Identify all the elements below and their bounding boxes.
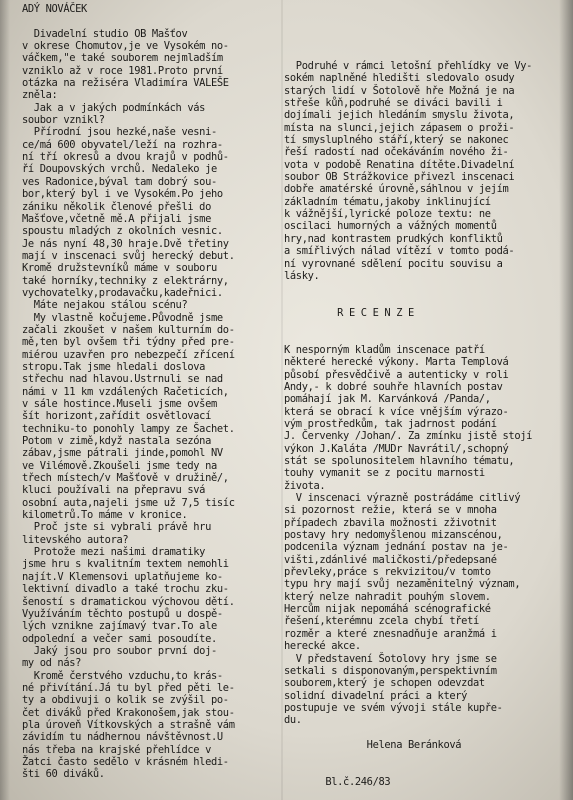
text-line: čet diváků před Krakonošem,jak stou- bbox=[22, 706, 235, 719]
text-line: převleky,práce s rekvizitou/v tomto bbox=[284, 566, 491, 579]
text-line bbox=[284, 295, 570, 307]
right-column-text bbox=[284, 60, 570, 788]
text-line: ve Vilémově.Zkoušeli jsme tedy na bbox=[22, 459, 217, 472]
text-line: také horníky,techniky z elektrárny, bbox=[22, 274, 229, 287]
text-line: ní tří okresů a dvou krajů v podhů- bbox=[22, 151, 229, 164]
text-line: vychovatelky,prodavačku,kadeřnici. bbox=[22, 286, 223, 299]
text-line: zábav,jsme pátrali jinde,pomohl NV bbox=[22, 447, 223, 460]
text-line: námi v 11 km vzdálených Račeticích, bbox=[22, 385, 229, 398]
text-line: techniku-to ponohly lampy ze Šachet. bbox=[22, 422, 235, 435]
text-line: Proč jste si vybrali právě hru bbox=[22, 521, 211, 534]
text-line: touhy vymanit se z pocitu marnosti bbox=[284, 467, 485, 480]
text-line: střeše kůň,podruhé se diváci bavili i bbox=[284, 97, 503, 110]
text-line: střechu nad hlavou.Ustrnuli se nad bbox=[22, 373, 223, 386]
text-line: ADÝ NOVÁČEK bbox=[22, 3, 87, 15]
text-line: solidní divadelní práci a který bbox=[284, 689, 468, 702]
text-line: souborem,který je schopen odevzdat bbox=[284, 677, 485, 690]
text-line: kluci používali na přepravu svá bbox=[22, 484, 206, 497]
text-line: Přírodní jsou hezké,naše vesni- bbox=[22, 126, 217, 139]
text-line: J. Červenky /Johan/. Za zmínku jistě stojí bbox=[284, 430, 533, 443]
text-line: Helena Beránková bbox=[284, 738, 462, 751]
text-line: začali zkoušet v našem kulturním do- bbox=[22, 323, 235, 336]
text-line: života. bbox=[284, 479, 326, 492]
text-line: mě,ten byl ovšem tři týdny před pre- bbox=[22, 336, 235, 349]
text-line: si pozornost režie, která se v mnoha bbox=[284, 504, 497, 517]
text-line: oscilaci humorných a vážných momentů bbox=[284, 220, 497, 233]
text-line: tí smysluplného stáří,který se nakonec bbox=[284, 134, 509, 147]
text-line: zněla: bbox=[22, 89, 58, 102]
text-line bbox=[284, 282, 570, 294]
text-line: spoustu mladých z okolních vesnic. bbox=[22, 225, 223, 238]
text-line: Protože mezi našimi dramatiky bbox=[22, 546, 206, 559]
text-line bbox=[284, 332, 570, 344]
text-line: Máte nejakou stálou scénu? bbox=[22, 299, 188, 312]
text-line: kilometrů.To máme v kronice. bbox=[22, 509, 188, 522]
text-line bbox=[284, 319, 570, 331]
text-line: jsme hru s kvalitním textem nemohli bbox=[22, 558, 229, 571]
text-line: šít horizont,zařídit osvětlovací bbox=[22, 410, 211, 423]
text-line: podcenila význam jednání postav na je- bbox=[284, 541, 509, 554]
text-line: základním tématu,jakoby inklinující bbox=[284, 195, 491, 208]
text-line: Kromě čerstvého vzduchu,to krás- bbox=[22, 669, 223, 682]
text-line: lásky. bbox=[284, 269, 320, 282]
text-line: některé herecké výkony. Marta Templová bbox=[284, 356, 509, 369]
page-edge-shadow-left bbox=[0, 0, 10, 800]
text-line: herecké akce. bbox=[284, 640, 361, 653]
text-line: případech zbavila možnosti zživotnit bbox=[284, 516, 497, 529]
text-line: sokém naplněné hledišti sledovalo osudy bbox=[284, 72, 515, 85]
text-line: řešení,kterémnu zcela chybí třetí bbox=[284, 615, 479, 628]
text-line: višti,zdánlivé maličkosti/předepsané bbox=[284, 553, 497, 566]
text-line: litevského autora? bbox=[22, 533, 129, 546]
left-column-text bbox=[22, 3, 288, 781]
text-line: V představení Šotolovy hry jsme se bbox=[284, 652, 497, 665]
text-line: soubor vznikl? bbox=[22, 114, 105, 127]
text-line: vota v podobě Renatina dítěte.Divadelní bbox=[284, 158, 515, 171]
text-line: dobře amatérské úrovně,sáhlnou v jejím bbox=[284, 183, 509, 196]
text-line: pla úroveň Vítkovských a strašně vám bbox=[22, 718, 235, 731]
text-line: Jak a v jakých podmínkách vás bbox=[22, 101, 206, 114]
text-line: Podruhé v rámci letošní přehlídky ve Vy- bbox=[284, 60, 533, 72]
text-line: Bl.č.246/83 bbox=[284, 775, 391, 788]
text-line bbox=[22, 15, 288, 27]
text-line: Hercům nijak nepomáhá scénografické bbox=[284, 603, 491, 616]
text-line: váčkem,"e také souborem nejmladším bbox=[22, 52, 223, 65]
text-line: najít.V Klemensovi uplatňujeme ko- bbox=[22, 570, 223, 583]
text-line: né přivítání.Já tu byl před pěti le- bbox=[22, 681, 235, 694]
text-line: ce/má 600 obyvatel/leží na rozhra- bbox=[22, 138, 223, 151]
text-line: postavy hry nedomyšlenou mizanscénou, bbox=[284, 529, 503, 542]
text-line: v okrese Chomutov,je ve Vysokém no- bbox=[22, 40, 229, 53]
text-line: Potom v zimě,když nastala sezóna bbox=[22, 435, 211, 448]
text-line: hry,nad kontrastem prudkých konfliktů bbox=[284, 232, 503, 245]
text-line: stropu.Tak jsme hledali doslova bbox=[22, 360, 206, 373]
text-line: Kromě družstevníků máme v souboru bbox=[22, 262, 217, 275]
text-line: Je nás nyní 48,30 hraje.Dvě třetiny bbox=[22, 237, 229, 250]
text-line: R E C E N Z E bbox=[284, 306, 414, 319]
text-line: typu hry mají svůj nezaměnitelný význam, bbox=[284, 578, 521, 591]
text-line: třech místech/v Mašťově v družině/, bbox=[22, 472, 229, 485]
text-line: pomáhají jak M. Karvánková /Panda/, bbox=[284, 393, 491, 406]
text-line: řeší radostí nad očekáváním nového ži- bbox=[284, 146, 509, 159]
text-line: nás třeba na krajské přehlídce v bbox=[22, 743, 211, 756]
text-line: setkali s disponovaným,perspektivním bbox=[284, 664, 497, 677]
text-line: Divadelní studio OB Mašťov bbox=[22, 27, 188, 40]
text-line: my od nás? bbox=[22, 657, 82, 670]
text-line: Využíváním těchto postupů u dospě- bbox=[22, 607, 223, 620]
text-line: du. bbox=[284, 714, 302, 727]
text-line: K nesporným kladům inscenace patří bbox=[284, 343, 485, 356]
text-line: ří Doupovských vrchů. Nedaleko je bbox=[22, 163, 217, 176]
text-line: Jaký jsou pro soubor první doj- bbox=[22, 644, 217, 657]
text-line: osobní auta,najeli jsme už 7,5 tisíc bbox=[22, 496, 235, 509]
text-line: My vlastně kočujeme.Původně jsme bbox=[22, 311, 223, 324]
text-line: bor,který byl i ve Vysokém.Po jeho bbox=[22, 188, 223, 201]
text-line: vzniklo až v roce 1981.Proto první bbox=[22, 64, 223, 77]
text-line: ves Radonice,býval tam dobrý sou- bbox=[22, 175, 217, 188]
text-line: starých lidí v Šotolově hře Možná je na bbox=[284, 84, 515, 97]
text-line: výkon J.Kaláta /MUDr Navrátil/,schopný bbox=[284, 442, 509, 455]
text-line: působí přesvědčivě a autenticky v roli bbox=[284, 368, 509, 381]
text-line: soubor OB Strážkovice přivezl inscenaci bbox=[284, 171, 515, 184]
text-line: miérou uzavřen pro nebezpečí zřícení bbox=[22, 348, 235, 361]
text-line: v sále hostince.Museli jsme ovšem bbox=[22, 398, 217, 410]
text-line: šeností s dramatickou výchovou dětí. bbox=[22, 595, 235, 608]
text-line: zániku několik členové přešli do bbox=[22, 200, 211, 213]
text-line: dojímali jejich hledáním smyslu života, bbox=[284, 109, 515, 122]
text-line: závidím tu nádhernou návštěvnost.U bbox=[22, 731, 223, 744]
text-line: který nelze nahradit pouhým slovem. bbox=[284, 590, 491, 603]
text-line: místa na slunci,jejich zápasem o proži- bbox=[284, 121, 515, 134]
text-line: stát se spolunositelem hlavního tématu, bbox=[284, 455, 515, 467]
text-line: Andy,- k dobré souhře hlavních postav bbox=[284, 380, 503, 393]
text-line: vým prostředkům, tak jadrnost podání bbox=[284, 417, 497, 430]
text-line: která se obrací k více vnějším výrazo- bbox=[284, 405, 509, 418]
text-line: ty a obdivuji o kolik se zvýšil po- bbox=[22, 694, 229, 707]
text-line: odpolední a večer sami posoudíte. bbox=[22, 632, 217, 645]
text-line bbox=[284, 727, 570, 739]
text-line: ní vyrovnané sdělení pocitu souvisu a bbox=[284, 257, 503, 270]
text-line bbox=[284, 751, 570, 763]
text-line: šti 60 diváků. bbox=[22, 768, 105, 781]
text-line: postupuje ve svém vývoji stále kupře- bbox=[284, 701, 503, 714]
text-line: lektivní divadlo a také trochu zku- bbox=[22, 583, 229, 596]
text-line: Žatci často sedělo v krásném hledi- bbox=[22, 755, 229, 768]
text-line: k vážnější,lyrické poloze textu: ne bbox=[284, 208, 491, 221]
text-line: lých vznikne zajímavý tvar.To ale bbox=[22, 620, 217, 633]
text-line: V inscenaci výrazně postrádáme citlivý bbox=[284, 492, 521, 505]
text-line: Mašťove,včetně mě.A přijali jsme bbox=[22, 212, 211, 225]
page-edge-shadow-right bbox=[559, 0, 573, 800]
text-line bbox=[284, 764, 570, 776]
text-line: otázka na režiséra Vladimíra VALEŠE bbox=[22, 77, 229, 90]
text-line: a smířlivých nálad vítězí v tomto podá- bbox=[284, 245, 515, 258]
text-line: rozměr a které znesnadňuje aranžmá i bbox=[284, 627, 497, 640]
text-line: mají v inscenaci svůj herecký debut. bbox=[22, 249, 235, 262]
